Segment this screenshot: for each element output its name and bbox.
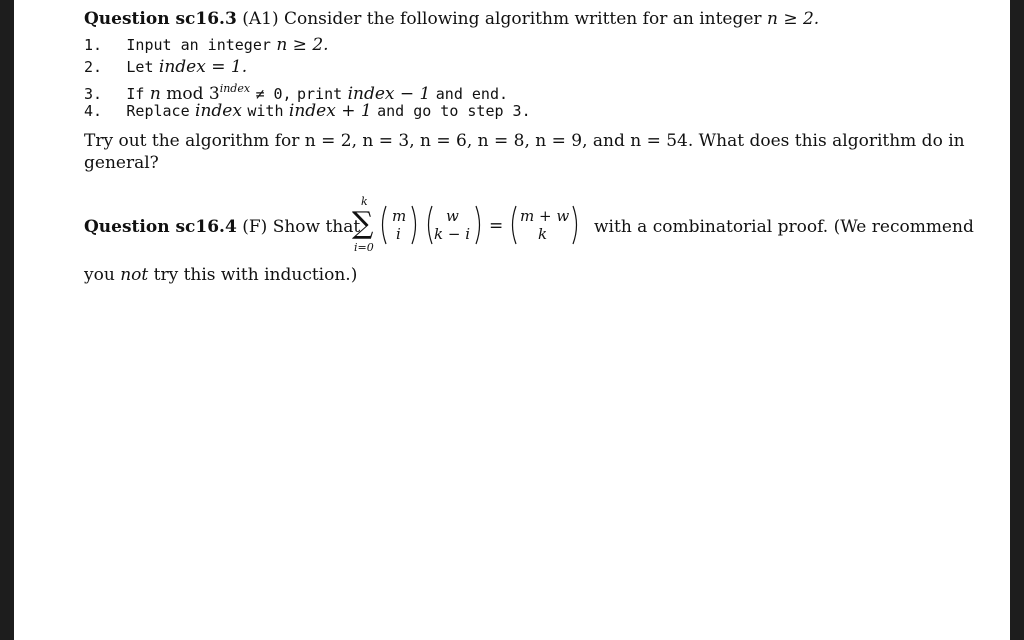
step-text: If xyxy=(126,85,145,103)
step-math: n ≥ 2. xyxy=(276,35,329,55)
continuation-you: you xyxy=(84,265,115,285)
question-sc16-4-heading xyxy=(84,216,360,238)
algorithm-step-4 xyxy=(84,100,946,122)
question-tag: (F) xyxy=(242,217,268,237)
step-text: Input an integer xyxy=(126,36,271,54)
binomial-1-bottom: i xyxy=(396,225,401,243)
question-intro: Consider the following algorithm written for an integer xyxy=(283,9,762,29)
step-text-print: print xyxy=(297,85,343,103)
question-label: Question sc16.3 xyxy=(84,9,237,29)
step-math-index-plus: index + 1 xyxy=(288,101,372,121)
step-number: 4. xyxy=(84,102,103,120)
binomial-2-right-paren xyxy=(476,206,480,244)
step-number: 1. xyxy=(84,36,103,54)
question-label: Question sc16.4 xyxy=(84,217,237,237)
continuation-not: not xyxy=(120,265,149,285)
sum-sign: ∑ xyxy=(352,206,374,241)
step-text-with: with xyxy=(247,102,284,120)
content-area xyxy=(84,8,974,286)
step-text: Replace xyxy=(126,102,190,120)
q2-after-formula-text: with a combinatorial proof. (We recommend xyxy=(594,217,974,237)
step-math-mod: mod 3 xyxy=(166,84,220,104)
instructions-line-1: Try out the algorithm for n = 2, n = 3, n = 6, n = 8, n = 9, and n = 54. What does this algorithm do in xyxy=(84,131,965,151)
sum-upper-limit: k xyxy=(361,195,368,208)
question-tag: (A1) xyxy=(242,9,279,29)
algorithm-steps xyxy=(84,34,946,122)
step-math-n: n xyxy=(149,84,161,104)
show-that-text: Show that xyxy=(272,217,361,237)
left-border xyxy=(0,0,14,640)
algorithm-step-1 xyxy=(84,34,946,56)
right-border xyxy=(1010,0,1024,640)
step-math: index = 1. xyxy=(158,57,248,77)
question-sc16-4 xyxy=(84,194,974,256)
binomial-1-top: m xyxy=(392,207,407,225)
binomial-3-left-paren xyxy=(513,206,517,244)
binomial-1-right-paren xyxy=(412,206,416,244)
equals-sign: = xyxy=(489,216,504,236)
question-sc16-3-heading xyxy=(84,8,946,30)
sum-lower-limit: i=0 xyxy=(354,241,374,254)
binomial-2-left-paren xyxy=(429,206,433,244)
binomial-2-top: w xyxy=(446,207,459,225)
continuation-rest: try this with induction.) xyxy=(153,265,358,285)
binomial-3-top: m + w xyxy=(520,207,570,225)
question-sc16-3-instructions xyxy=(84,130,965,174)
instructions-line-2: general? xyxy=(84,153,159,173)
binomial-1-left-paren xyxy=(383,206,387,244)
step-math-exponent: index xyxy=(219,82,251,95)
binomial-3-right-paren xyxy=(573,206,577,244)
binomial-2-bottom: k − i xyxy=(434,225,470,243)
q2-continuation xyxy=(84,264,946,286)
step-number: 3. xyxy=(84,85,103,103)
question-intro-math: n ≥ 2. xyxy=(766,9,820,29)
step-number: 2. xyxy=(84,58,103,76)
step-math-ne: ≠ 0, xyxy=(255,85,292,103)
step-text: Let xyxy=(126,58,154,76)
algorithm-step-3 xyxy=(84,78,946,104)
step-text-end: and end. xyxy=(435,85,509,103)
step-text-goto: and go to step 3. xyxy=(377,102,531,120)
binomial-3-bottom: k xyxy=(538,225,548,243)
step-math-index: index xyxy=(195,101,242,121)
step-math-index-minus: index − 1 xyxy=(347,84,431,104)
algorithm-step-2 xyxy=(84,56,946,78)
